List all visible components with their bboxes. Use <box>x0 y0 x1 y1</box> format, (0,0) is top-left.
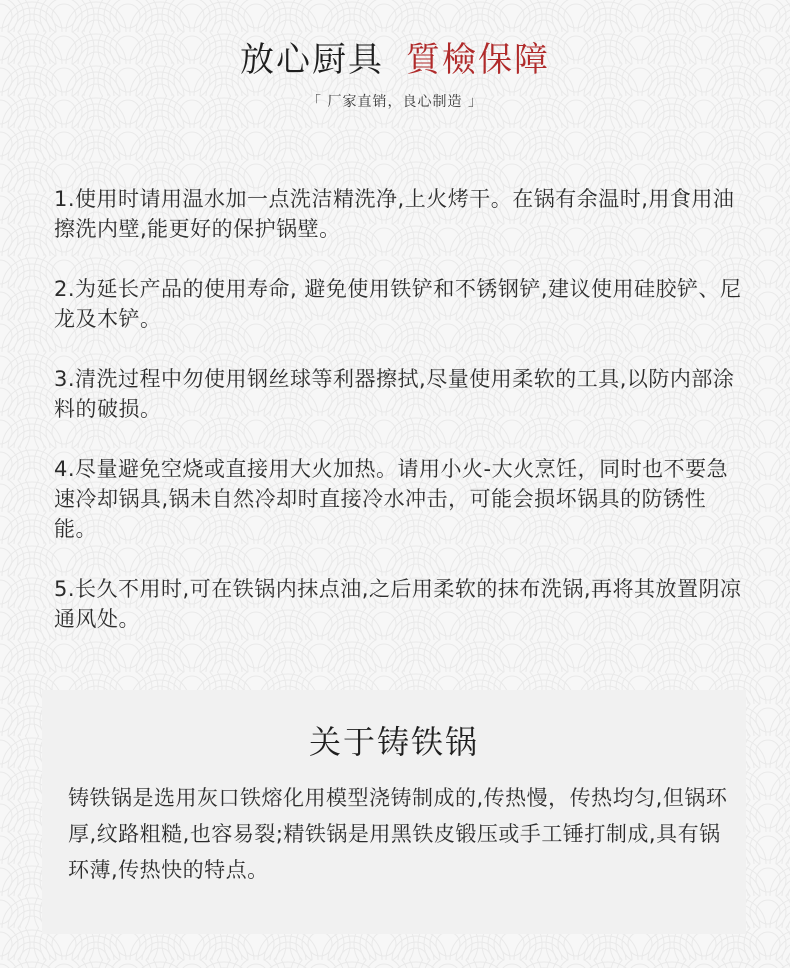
tip-3: 3.清洗过程中勿使用钢丝球等利器擦拭,尽量使用柔软的工具,以防内部涂料的破损。 <box>54 367 735 421</box>
title-accent: 質檢保障 <box>406 40 550 80</box>
tip-4: 4.尽量避免空烧或直接用大火加热。请用小火-大火烹饪，同时也不要急速冷却锅具,锅未自然冷却时直接冷水冲击，可能会损坏锅具的防锈性能。 <box>54 457 729 541</box>
title-main: 放心厨具 <box>240 40 384 80</box>
page-title <box>0 38 790 82</box>
tip-2: 2.为延长产品的使用寿命, 避免使用铁铲和不锈钢铲,建议使用硅胶铲、尼龙及木铲。 <box>54 277 742 331</box>
subtitle-open-bracket: 「 <box>307 94 323 110</box>
tip-5: 5.长久不用时,可在铁锅内抹点油,之后用柔软的抹布洗锅,再将其放置阴凉通风处。 <box>54 577 742 631</box>
subtitle-close-bracket: 」 <box>467 94 483 110</box>
about-body: 铸铁锅是选用灰口铁熔化用模型浇铸制成的,传热慢，传热均匀,但锅环厚,纹路粗糙,也容易裂;精铁锅是用黑铁皮锻压或手工锤打制成,具有锅环薄,传热快的特点。 <box>68 786 728 882</box>
about-title: 关于铸铁锅 <box>308 723 479 761</box>
about-cast-iron-panel <box>42 690 746 934</box>
subtitle-text: 厂家直销，良心制造 <box>327 94 463 110</box>
usage-tips-list <box>54 184 744 664</box>
subtitle <box>0 92 790 112</box>
tip-1: 1.使用时请用温水加一点洗洁精洗净,上火烤干。在锅有余温时,用食用油擦洗内壁,能更好的保护锅壁。 <box>54 187 735 241</box>
